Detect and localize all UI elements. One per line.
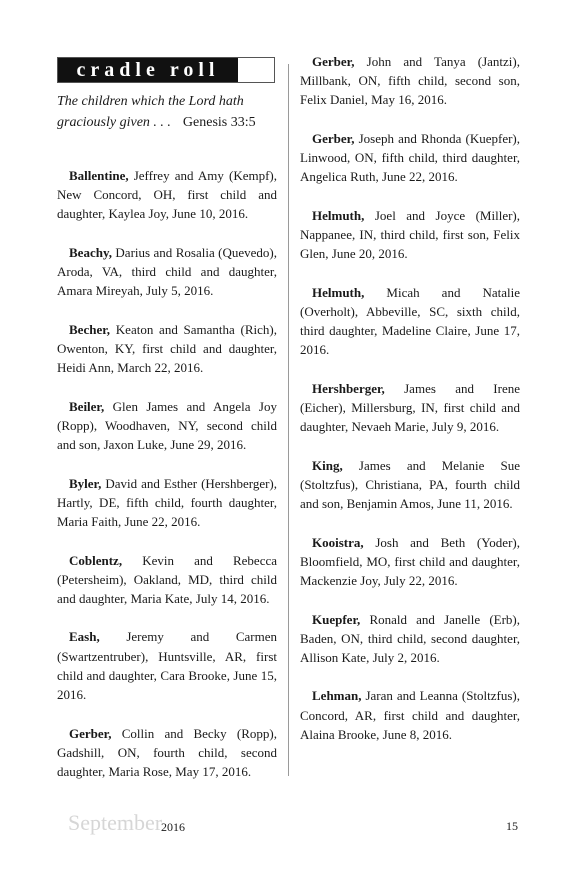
family-name: Gerber, — [69, 725, 112, 741]
footer-year: 2016 — [161, 820, 185, 834]
entry-details: Ronald and Janelle (Erb), Baden, ON, third child, second daughter, Allison Kate, July 2, 2016. — [300, 611, 520, 665]
entry-details: Joseph and Rhonda (Kuepfer), Linwood, ON, fifth child, third daughter, Angelica Ruth, June 22, 2016. — [300, 130, 521, 185]
entry-details: Jaran and Leanna (Stoltzfus), Concord, AR, first child and daughter, Alaina Brooke, June 8, 2016. — [300, 688, 520, 742]
entry-details: Glen James and Angela Joy (Ropp), Woodhaven, NY, second child and son, Jaxon Luke, June 29, 2016. — [57, 398, 277, 453]
birth-entry — [300, 456, 520, 514]
birth-entry — [57, 724, 277, 782]
birth-entry — [300, 686, 520, 744]
left-column — [57, 166, 277, 800]
entry-details: Micah and Natalie (Overholt), Abbeville, SC, sixth child, third daughter, Madeline Claire, June 17, 2016. — [300, 284, 521, 358]
column-divider — [288, 64, 289, 776]
entry-details: John and Tanya (Jantzi), Millbank, ON, fifth child, second son, Felix Daniel, May 16, 2016. — [300, 54, 520, 108]
family-name: Beiler, — [69, 398, 105, 414]
epigraph — [57, 91, 277, 133]
birth-entry — [57, 627, 277, 704]
family-name: King, — [312, 457, 343, 473]
family-name: Lehman, — [312, 688, 362, 704]
family-name: Beachy, — [69, 244, 112, 260]
section-header — [57, 57, 275, 83]
entry-details: James and Melanie Sue (Stoltzfus), Christiana, PA, fourth child and son, Benjamin Amos, June 11, 2016. — [300, 457, 521, 512]
birth-entry — [300, 610, 520, 668]
birth-entry — [57, 320, 277, 378]
entry-details: Josh and Beth (Yoder), Bloomfield, MO, first child and daughter, Mackenzie Joy, July 22, 2016. — [300, 534, 520, 589]
birth-entry — [57, 474, 277, 532]
birth-entry — [300, 379, 520, 437]
section-title: cradle roll — [58, 58, 238, 82]
birth-entry — [300, 206, 520, 264]
epigraph-reference: Genesis 33:5 — [182, 115, 256, 130]
birth-entry — [300, 533, 520, 591]
entry-details: Keaton and Samantha (Rich), Owenton, KY, first child and daughter, Heidi Ann, March 22, 2016. — [57, 321, 277, 376]
family-name: Helmuth, — [312, 207, 365, 223]
family-name: Gerber, — [312, 54, 355, 69]
entry-details: Kevin and Rebecca (Petersheim), Oakland, MD, third child and daughter, Maria Kate, July 14, 2016. — [57, 552, 278, 606]
family-name: Kooistra, — [312, 534, 364, 550]
footer-month: September — [68, 810, 163, 835]
birth-entry — [300, 52, 520, 110]
right-column — [300, 52, 520, 763]
birth-entry — [300, 283, 520, 360]
family-name: Ballentine, — [69, 168, 129, 183]
entry-details: Jeffrey and Amy (Kempf), New Concord, OH, first child and daughter, Kaylea Joy, June 10, 2016. — [57, 168, 277, 222]
family-name: Gerber, — [312, 130, 355, 146]
family-name: Coblentz, — [69, 552, 123, 568]
entry-details: Jeremy and Carmen (Swartzentruber), Huntsville, AR, first child and daughter, Cara Brooke, June 15, 2016. — [57, 629, 277, 703]
epigraph-text: The children which the Lord hath graciously given . . . — [57, 94, 244, 130]
page-number: 15 — [506, 819, 518, 833]
family-name: Eash, — [69, 629, 100, 645]
family-name: Kuepfer, — [312, 611, 361, 627]
entry-details: Joel and Joyce (Miller), Nappanee, IN, third child, first son, Felix Glen, June 20, 2016. — [300, 207, 521, 262]
birth-entry — [57, 166, 277, 224]
family-name: Hershberger, — [312, 380, 385, 396]
birth-entry — [300, 129, 520, 187]
entry-details: Collin and Becky (Ropp), Gadshill, ON, fourth child, second daughter, Maria Rose, May 17, 2016. — [57, 725, 277, 779]
birth-entry — [57, 397, 277, 455]
birth-entry — [57, 243, 277, 301]
entry-details: James and Irene (Eicher), Millersburg, IN, first child and daughter, Nevaeh Marie, July 9, 2016. — [300, 380, 520, 435]
entry-details: David and Esther (Hershberger), Hartly, DE, fifth child, fourth daughter, Maria Faith, June 22, 2016. — [57, 475, 277, 530]
family-name: Helmuth, — [312, 284, 365, 300]
family-name: Byler, — [69, 475, 102, 491]
birth-entry — [57, 551, 277, 609]
family-name: Becher, — [69, 321, 111, 337]
entry-details: Darius and Rosalia (Quevedo), Aroda, VA, third child and daughter, Amara Mireyah, July 5, 2016. — [57, 244, 277, 299]
